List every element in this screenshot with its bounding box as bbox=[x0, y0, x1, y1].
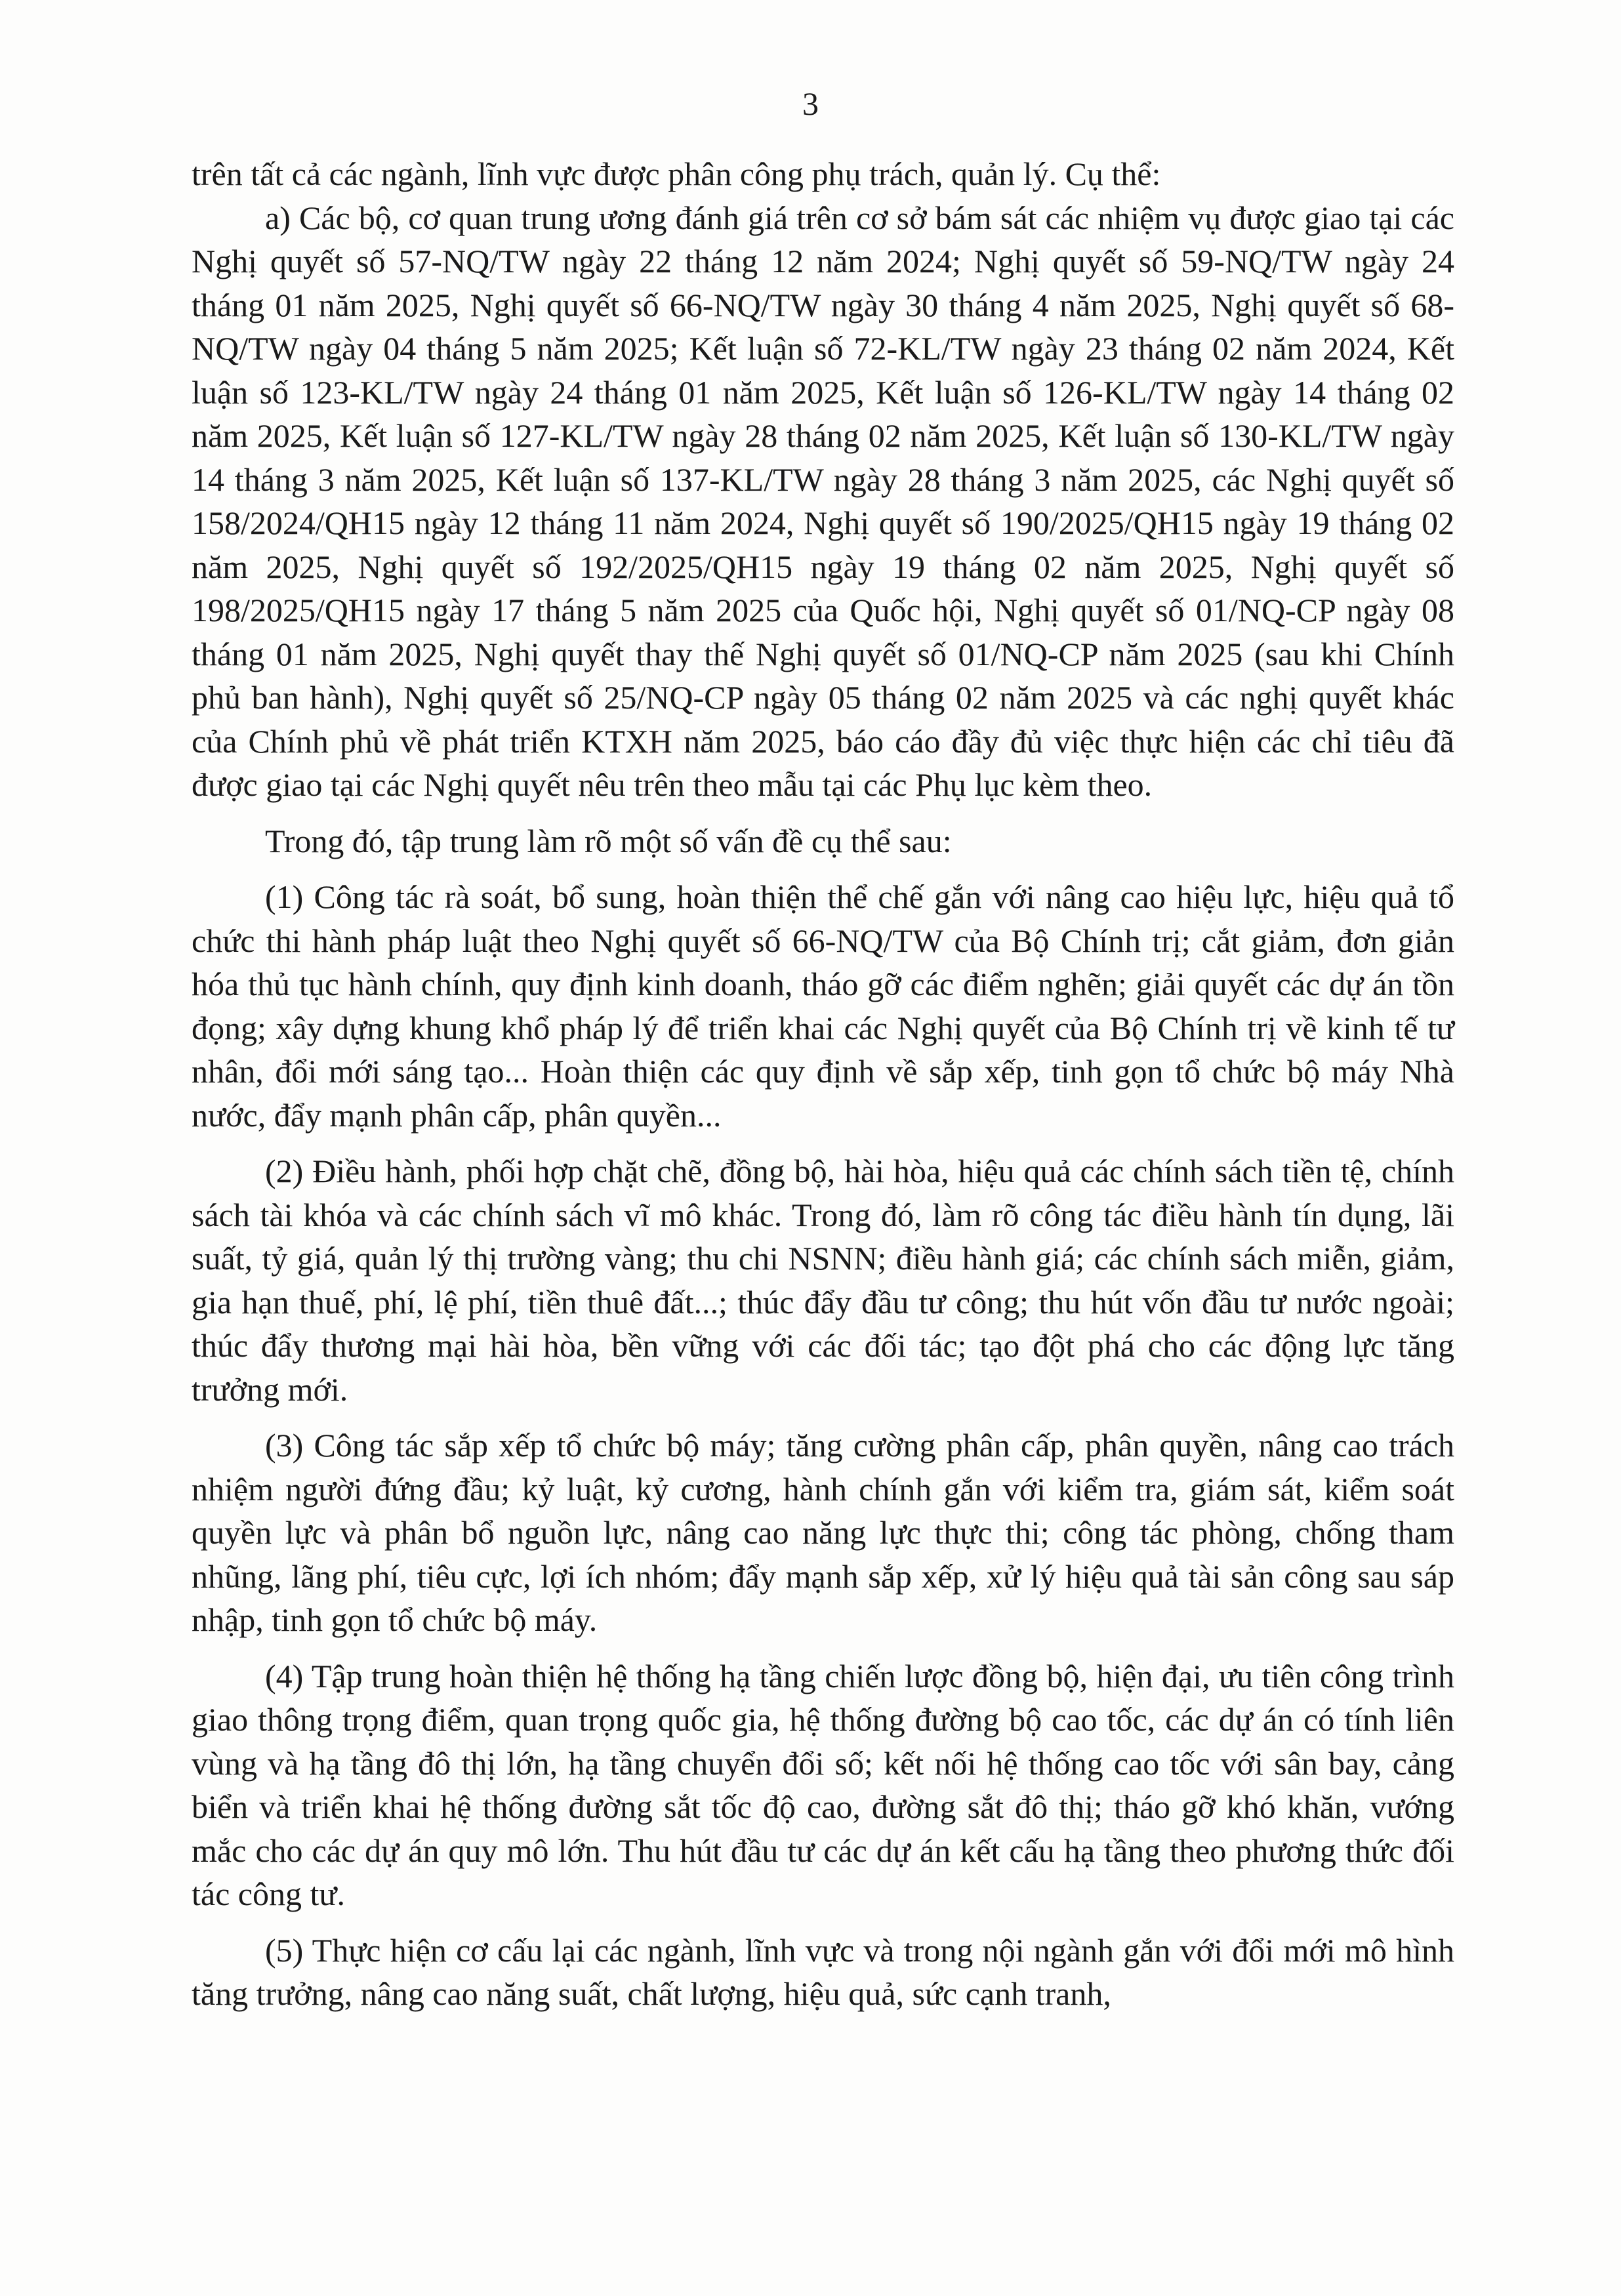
paragraph-item-3: (3) Công tác sắp xếp tổ chức bộ máy; tăng cường phân cấp, phân quyền, nâng cao trách nhiệm người đứng đầu; kỷ luật, kỷ cương, hành chính gắn với kiểm tra, giám sát, kiểm soát quyền lực và phân bổ nguồn lực, nâng cao năng lực thực thi; công tác phòng, chống tham nhũng, lãng phí, tiêu cực, lợi ích nhóm; đẩy mạnh sắp xếp, xử lý hiệu quả tài sản công sau sáp nhập, tinh gọn tổ chức bộ máy. bbox=[192, 1427, 1454, 1638]
paragraph-item-5: (5) Thực hiện cơ cấu lại các ngành, lĩnh vực và trong nội ngành gắn với đổi mới mô hình tăng trưởng, nâng cao năng suất, chất lượng, hiệu quả, sức cạnh tranh, bbox=[192, 1931, 1454, 2012]
page-number: 3 bbox=[802, 85, 819, 122]
paragraph-item-a: a) Các bộ, cơ quan trung ương đánh giá trên cơ sở bám sát các nhiệm vụ được giao tại các Nghị quyết số 57-NQ/TW ngày 22 tháng 12 năm 2024; Nghị quyết số 59-NQ/TW ngày 24 tháng 01 năm 2025, Nghị quyết số 66-NQ/TW ngày 30 tháng 4 năm 2025, Nghị quyết số 68-NQ/TW ngày 04 tháng 5 năm 2025; Kết luận số 72-KL/TW ngày 23 tháng 02 năm 2024, Kết luận số 123-KL/TW ngày 24 tháng 01 năm 2025, Kết luận số 126-KL/TW ngày 14 tháng 02 năm 2025, Kết luận số 127-KL/TW ngày 28 tháng 02 năm 2025, Kết luận số 130-KL/TW ngày 14 tháng 3 năm 2025, Kết luận số 137-KL/TW ngày 28 tháng 3 năm 2025, các Nghị quyết số 158/2024/QH15 ngày 12 tháng 11 năm 2024, Nghị quyết số 190/2025/QH15 ngày 19 tháng 02 năm 2025, Nghị quyết số 192/2025/QH15 ngày 19 tháng 02 năm 2025, Nghị quyết số 198/2025/QH15 ngày 17 tháng 5 năm 2025 của Quốc hội, Nghị quyết số 01/NQ-CP ngày 08 tháng 01 năm 2025, Nghị quyết thay thế Nghị quyết số 01/NQ-CP năm 2025 (sau khi Chính phủ ban hành), Nghị quyết số 25/NQ-CP ngày 05 tháng 02 năm 2025 và các nghị quyết khác của Chính phủ về phát triển KTXH năm 2025, báo cáo đầy đủ việc thực hiện các chỉ tiêu đã được giao tại các Nghị quyết nêu trên theo mẫu tại các Phụ lục kèm theo. bbox=[192, 199, 1454, 803]
paragraph-continuation: trên tất cả các ngành, lĩnh vực được phân công phụ trách, quản lý. Cụ thể: bbox=[192, 155, 1161, 192]
paragraph-focus-intro: Trong đó, tập trung làm rõ một số vấn đề cụ thể sau: bbox=[265, 822, 952, 859]
paragraph-item-2: (2) Điều hành, phối hợp chặt chẽ, đồng bộ, hài hòa, hiệu quả các chính sách tiền tệ, chính sách tài khóa và các chính sách vĩ mô khác. Trong đó, làm rõ công tác điều hành tín dụng, lãi suất, tỷ giá, quản lý thị trường vàng; thu chi NSNN; điều hành giá; các chính sách miễn, giảm, gia hạn thuế, phí, lệ phí, tiền thuê đất...; thúc đẩy đầu tư công; thu hút vốn đầu tư nước ngoài; thúc đẩy thương mại hài hòa, bền vững với các đối tác; tạo đột phá cho các động lực tăng trưởng mới. bbox=[192, 1153, 1454, 1408]
paragraph-item-1: (1) Công tác rà soát, bổ sung, hoàn thiện thể chế gắn với nâng cao hiệu lực, hiệu quả tổ chức thi hành pháp luật theo Nghị quyết số 66-NQ/TW của Bộ Chính trị; cắt giảm, đơn giản hóa thủ tục hành chính, quy định kinh doanh, tháo gỡ các điểm nghẽn; giải quyết các dự án tồn đọng; xây dựng khung khổ pháp lý để triển khai các Nghị quyết của Bộ Chính trị về kinh tế tư nhân, đổi mới sáng tạo... Hoàn thiện các quy định về sắp xếp, tinh gọn tổ chức bộ máy Nhà nước, đẩy mạnh phân cấp, phân quyền... bbox=[192, 878, 1454, 1134]
paragraph-item-4: (4) Tập trung hoàn thiện hệ thống hạ tầng chiến lược đồng bộ, hiện đại, ưu tiên công trình giao thông trọng điểm, quan trọng quốc gia, hệ thống đường bộ cao tốc, các dự án có tính liên vùng và hạ tầng đô thị lớn, hạ tầng chuyển đổi số; kết nối hệ thống cao tốc với sân bay, cảng biển và triển khai hệ thống đường sắt tốc độ cao, đường sắt đô thị; tháo gỡ khó khăn, vướng mắc cho các dự án quy mô lớn. Thu hút đầu tư các dự án kết cấu hạ tầng theo phương thức đối tác công tư. bbox=[192, 1657, 1454, 1912]
document-body bbox=[192, 152, 1454, 2016]
